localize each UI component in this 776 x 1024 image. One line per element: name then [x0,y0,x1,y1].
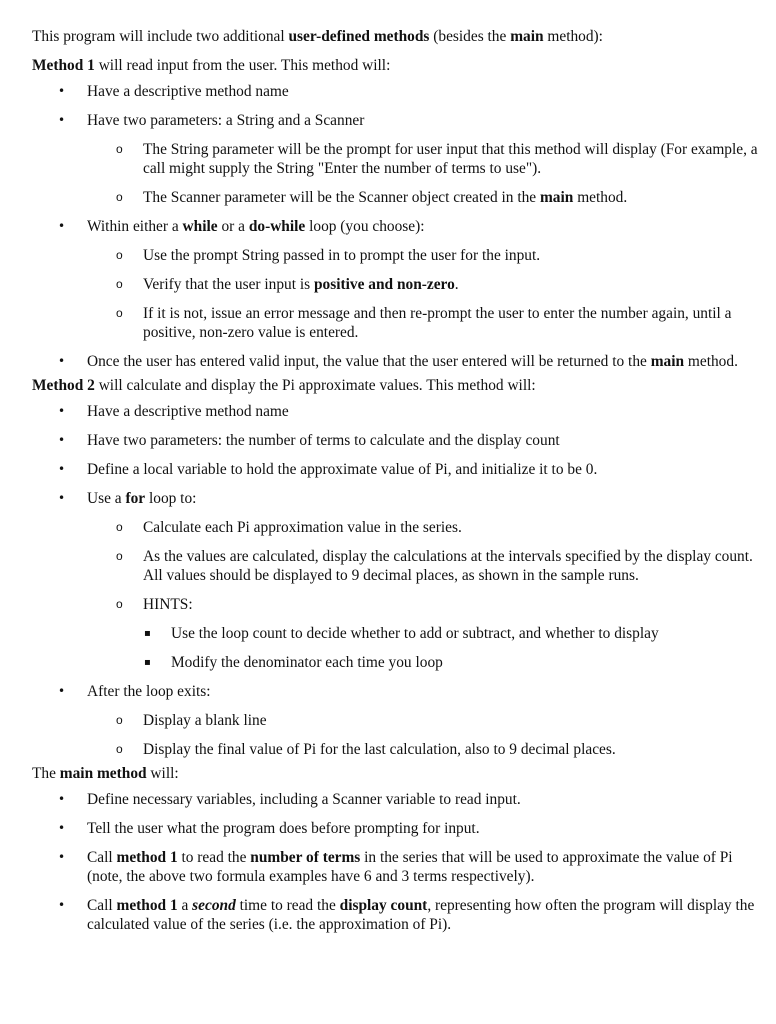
list-item: • Use a for loop to: o Calculate each Pi approximation value in the series. o As the values are calculated, display the calculations at the intervals specified by the display count. All values should be displayed to 9 decimal places, as shown in the sample runs. o HINTS: ▪ Use the loop count to decide whether to add or subtract, and whether to display ▪ Modify the denominator each time you loop [32,489,762,672]
list-item: • Have two parameters: the number of terms to calculate and the display count [32,431,762,450]
list-item: • Have two parameters: a String and a Scanner o The String parameter will be the prompt for user input that this method will display (For example, a call might supply the String "Enter the number of terms to use"). o The Scanner parameter will be the Scanner object created in the main method. [32,111,762,207]
main-method-list [32,790,762,934]
method2-list [32,402,762,759]
sub-list-item: o Display a blank line [32,711,762,730]
sub-list-item: o Verify that the user input is positive and non-zero. [32,275,762,294]
list-item: • Within either a while or a do-while loop (you choose): o Use the prompt String passed in to prompt the user for the input. o Verify that the user input is positive and non-zero. o If it is not, issue an error message and then re-prompt the user to enter the number again, until a positive, non-zero value is entered. [32,217,762,342]
sub-list-item: o Use the prompt String passed in to prompt the user for the input. [32,246,762,265]
hint-list [116,624,762,672]
sub-list [87,246,762,342]
hint-item: ▪ Use the loop count to decide whether to add or subtract, and whether to display [116,624,762,643]
sub-list-item: o Calculate each Pi approximation value in the series. [32,518,762,537]
list-item: • Define necessary variables, including a Scanner variable to read input. [32,790,762,809]
sub-list-item: o As the values are calculated, display the calculations at the intervals specified by the display count. All values should be displayed to 9 decimal places, as shown in the sample runs. [32,547,762,585]
sub-list-item: o If it is not, issue an error message and then re-prompt the user to enter the number again, until a positive, non-zero value is entered. [32,304,762,342]
list-item: • Define a local variable to hold the approximate value of Pi, and initialize it to be 0. [32,460,762,479]
intro-paragraph: This program will include two additional user-defined methods (besides the main method): [32,28,603,45]
list-item: • Call method 1 to read the number of terms in the series that will be used to approximate the value of Pi (note, the above two formula examples have 6 and 3 terms respectively). [32,848,762,886]
main-method-heading: The main method will: [32,765,179,782]
list-item: • Call method 1 a second time to read the display count, representing how often the program will display the calculated value of the series (i.e. the approximation of Pi). [32,896,762,934]
sub-list-item: o The String parameter will be the prompt for user input that this method will display (For example, a call might supply the String "Enter the number of terms to use"). [32,140,762,178]
method1-list [32,82,762,371]
method2-heading: Method 2 will calculate and display the Pi approximate values. This method will: [32,377,536,394]
sub-list [87,518,762,672]
list-item: • Have a descriptive method name [32,82,762,101]
sub-list-item: o HINTS: ▪ Use the loop count to decide whether to add or subtract, and whether to display ▪ Modify the denominator each time you loop [32,595,762,672]
list-item: • After the loop exits: o Display a blank line o Display the final value of Pi for the last calculation, also to 9 decimal places. [32,682,762,759]
sub-list [87,140,762,207]
hint-item: ▪ Modify the denominator each time you loop [116,653,762,672]
sub-list-item: o Display the final value of Pi for the last calculation, also to 9 decimal places. [32,740,762,759]
list-item: • Have a descriptive method name [32,402,762,421]
sub-list-item: o The Scanner parameter will be the Scanner object created in the main method. [32,188,762,207]
list-item: • Tell the user what the program does before prompting for input. [32,819,762,838]
list-item: • Once the user has entered valid input, the value that the user entered will be returned to the main method. [32,352,762,371]
method1-heading: Method 1 will read input from the user. This method will: [32,57,391,74]
sub-list [87,711,762,759]
